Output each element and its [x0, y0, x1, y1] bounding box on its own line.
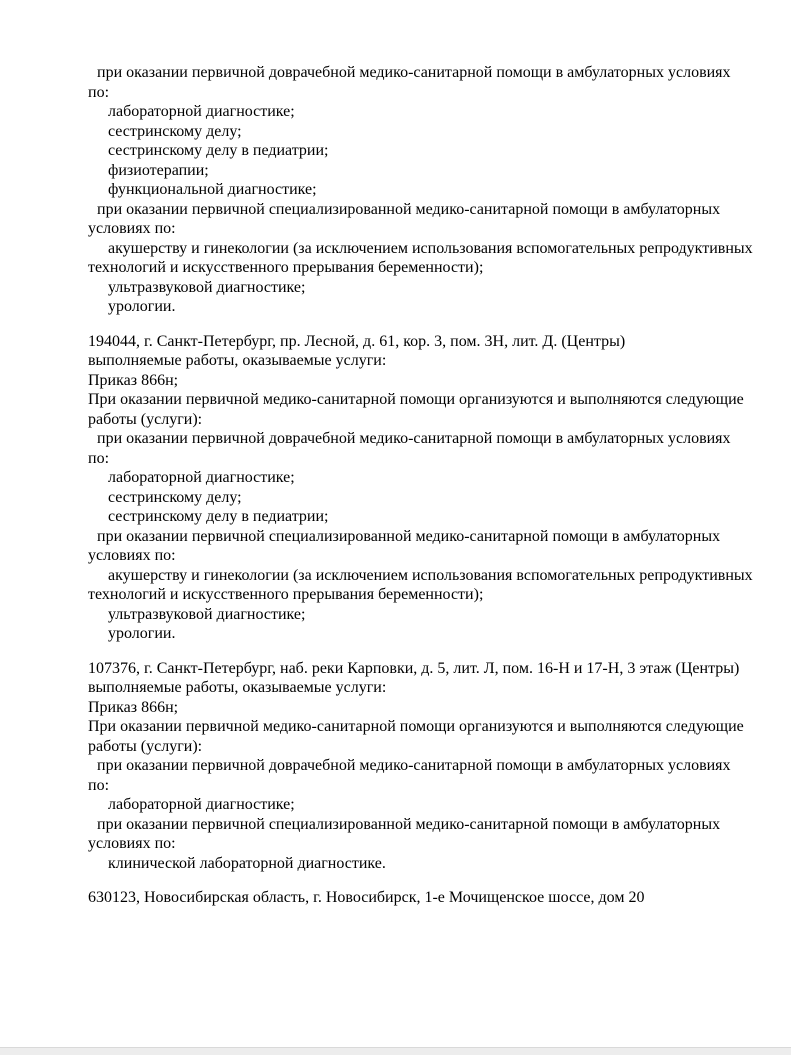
document-line: Приказ 866н;: [88, 698, 179, 716]
document-line: клинической лабораторной диагностике.: [108, 854, 386, 872]
document-line: при оказании первичной специализированной медико-санитарной помощи в амбулаторных: [97, 527, 721, 545]
document-line: ультразвуковой диагностике;: [108, 278, 306, 296]
document-line: при оказании первичной специализированной медико-санитарной помощи в амбулаторных: [97, 815, 721, 833]
document-line: урологии.: [108, 625, 176, 642]
address-block-194044: [88, 332, 771, 644]
document-line: акушерству и гинекологии (за исключением использования вспомогательных репродуктивных: [108, 566, 753, 584]
document-line: при оказании первичной доврачебной медико-санитарной помощи в амбулаторных условиях: [97, 757, 731, 774]
document-line: при оказании первичной специализированной медико-санитарной помощи в амбулаторных: [97, 200, 721, 218]
document-line: лабораторной диагностике;: [108, 796, 295, 813]
document-line: физиотерапии;: [108, 161, 209, 179]
document-line: по:: [88, 83, 110, 101]
document-line: урологии.: [108, 298, 176, 315]
document-line: при оказании первичной доврачебной медико-санитарной помощи в амбулаторных условиях: [97, 430, 731, 447]
document-line: выполняемые работы, оказываемые услуги:: [88, 352, 387, 369]
document-line: сестринскому делу;: [108, 488, 242, 506]
document-line: работы (услуги):: [88, 410, 203, 428]
document-line: условиях по:: [88, 220, 176, 237]
document-line: по:: [88, 449, 110, 467]
document-line: лабораторной диагностике;: [108, 103, 295, 120]
horizontal-scrollbar-track[interactable]: [0, 1047, 791, 1055]
document-line: условиях по:: [88, 547, 176, 564]
document-line: сестринскому делу;: [108, 122, 242, 140]
document-line: условиях по:: [88, 835, 176, 852]
address-block-630123: [88, 888, 771, 908]
document-line: акушерству и гинекологии (за исключением использования вспомогательных репродуктивных: [108, 239, 753, 257]
document-line: 194044, г. Санкт-Петербург, пр. Лесной, д. 61, кор. 3, пом. 3Н, лит. Д. (Центры): [88, 332, 626, 350]
document-line: технологий и искусственного прерывания беременности);: [88, 259, 484, 276]
document-line: При оказании первичной медико-санитарной помощи организуются и выполняются следующие: [88, 391, 744, 408]
document-line: функциональной диагностике;: [108, 181, 317, 198]
document-line: по:: [88, 776, 110, 794]
document-line: Приказ 866н;: [88, 371, 179, 389]
document-line: ультразвуковой диагностике;: [108, 605, 306, 623]
document-line: технологий и искусственного прерывания беременности);: [88, 586, 484, 603]
document-line: 107376, г. Санкт-Петербург, наб. реки Карповки, д. 5, лит. Л, пом. 16-Н и 17-Н, 3 этаж (Центры): [88, 659, 740, 677]
document-line: сестринскому делу в педиатрии;: [108, 142, 329, 159]
services-block-continuation: [88, 63, 771, 317]
address-block-107376: [88, 659, 771, 874]
document-line: лабораторной диагностике;: [108, 469, 295, 486]
document-line: работы (услуги):: [88, 737, 203, 755]
document-line: При оказании первичной медико-санитарной помощи организуются и выполняются следующие: [88, 718, 744, 735]
document-line: 630123, Новосибирская область, г. Новосибирск, 1-е Мочищенское шоссе, дом 20: [88, 889, 645, 906]
document-line: выполняемые работы, оказываемые услуги:: [88, 679, 387, 696]
document-line: при оказании первичной доврачебной медико-санитарной помощи в амбулаторных условиях: [97, 64, 731, 81]
document-line: сестринскому делу в педиатрии;: [108, 508, 329, 525]
